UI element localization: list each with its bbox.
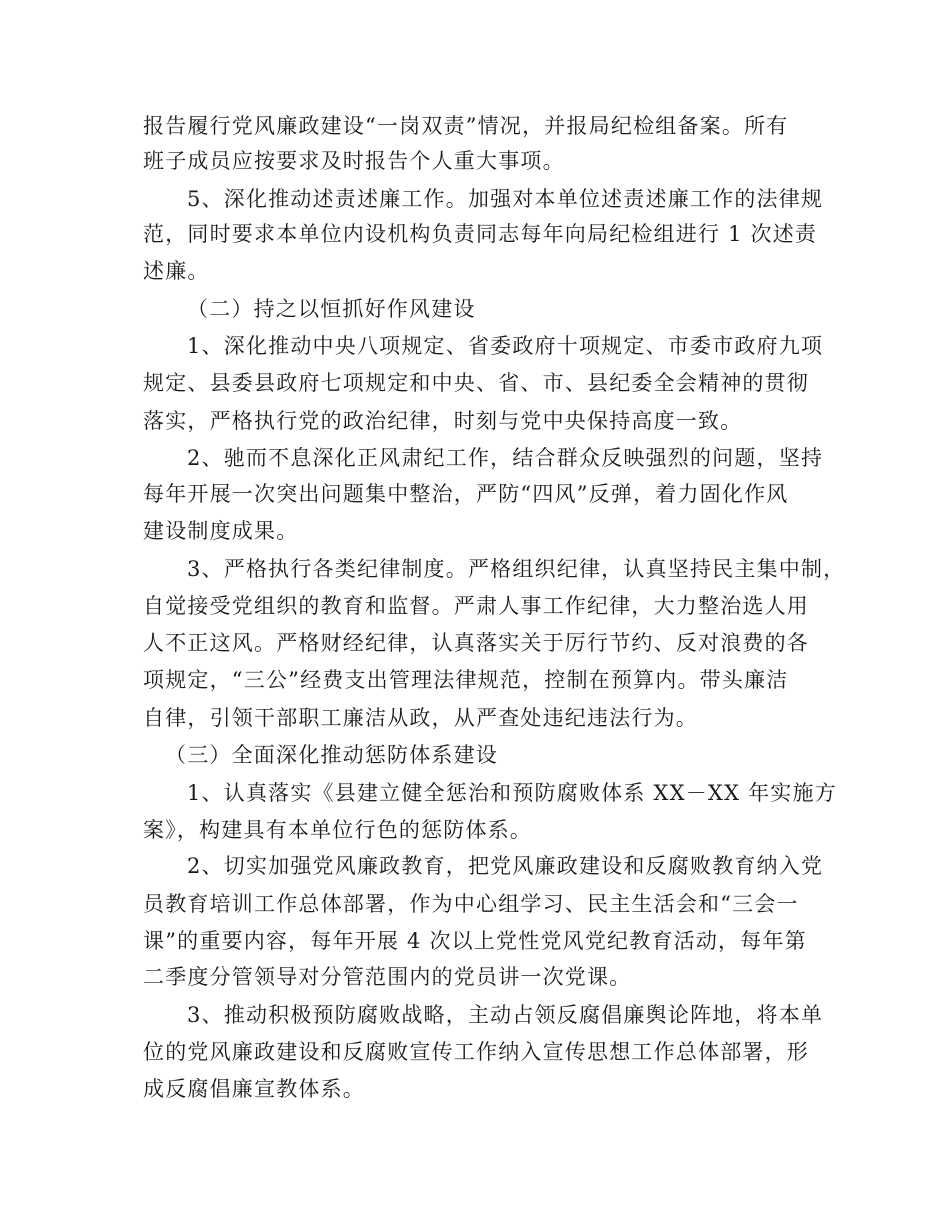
text-line: 落实，严格执行党的政治纪律，时刻与党中央保持高度一致。 <box>143 409 743 433</box>
text-line: 自觉接受党组织的教育和监督。严肃人事工作纪律，大力整治选人用 <box>143 594 809 618</box>
text-line: 案》，构建具有本单位行色的惩防体系。 <box>143 818 533 842</box>
section-heading: （二）持之以恒抓好作风建设 <box>187 297 476 321</box>
text-line: 成反腐倡廉宣教体系。 <box>143 1077 365 1101</box>
text-line: 5、深化推动述责述廉工作。加强对本单位述责述廉工作的法律规 <box>187 187 824 211</box>
text-line: 3、严格执行各类纪律制度。严格组织纪律，认真坚持民主集中制， <box>187 557 846 581</box>
text-line: 述廉。 <box>143 259 210 283</box>
text-line: 1、深化推动中央八项规定、省委政府十项规定、市委市政府九项 <box>187 334 824 358</box>
text-line: 员教育培训工作总体部署，作为中心组学习、民主生活会和“三会一 <box>143 892 799 916</box>
text-line: 1、认真落实《县建立健全惩治和预防腐败体系 XX－XX 年实施方 <box>187 781 837 805</box>
text-line: 报告履行党风廉政建设“一岗双责”情况，并报局纪检组备案。所有 <box>143 114 789 138</box>
text-line: 3、推动积极预防腐败战略，主动占领反腐倡廉舆论阵地，将本单 <box>187 1003 824 1027</box>
text-line: 每年开展一次突出问题集中整治，严防“四风”反弹，着力固化作风 <box>143 482 789 506</box>
text-line: 二季度分管领导对分管范围内的党员讲一次党课。 <box>143 965 632 989</box>
text-line: 建设制度成果。 <box>143 519 299 543</box>
text-line: 班子成员应按要求及时报告个人重大事项。 <box>143 149 565 173</box>
text-line: 位的党风廉政建设和反腐败宣传工作纳入宣传思想工作总体部署，形 <box>143 1040 809 1064</box>
text-line: 规定、县委县政府七项规定和中央、省、市、县纪委全会精神的贯彻 <box>143 371 809 395</box>
text-line: 2、切实加强党风廉政教育，把党风廉政建设和反腐败教育纳入党 <box>187 854 824 878</box>
section-heading: （三）全面深化推动惩防体系建设 <box>165 743 498 767</box>
text-line: 人不正这风。严格财经纪律，认真落实关于厉行节约、反对浪费的各 <box>143 631 809 655</box>
text-line: 项规定，“三公”经费支出管理法律规范，控制在预算内。带头廉洁 <box>143 668 789 692</box>
text-line: 自律，引领干部职工廉洁从政，从严查处违纪违法行为。 <box>143 706 698 730</box>
text-line: 范，同时要求本单位内设机构负责同志每年向局纪检组进行 1 次述责 <box>143 222 818 246</box>
text-line: 2、驰而不息深化正风肃纪工作，结合群众反映强烈的问题，坚持 <box>187 446 824 470</box>
text-line: 课”的重要内容，每年开展 4 次以上党性党风党纪教育活动，每年第 <box>143 929 807 953</box>
